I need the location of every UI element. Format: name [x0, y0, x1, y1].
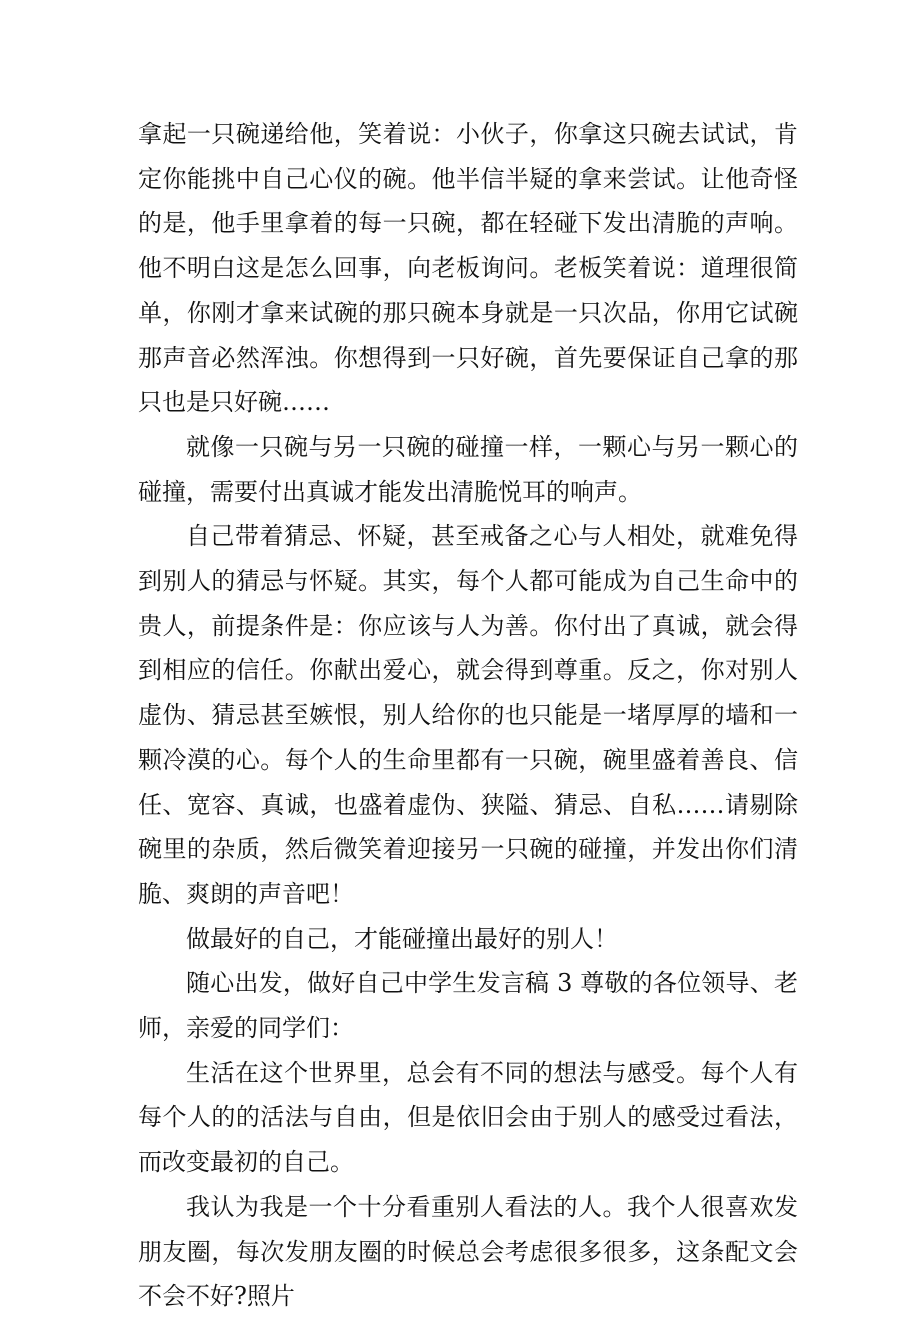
document-body	[138, 112, 798, 1319]
paragraph-7: 我认为我是一个十分看重别人看法的人。我个人很喜欢发朋友圈，每次发朋友圈的时候总会考虑很多很多，这条配文会不会不好?照片	[138, 1192, 798, 1311]
paragraph-1: 拿起一只碗递给他，笑着说：小伙子，你拿这只碗去试试，肯定你能挑中自己心仪的碗。他半信半疑的拿来尝试。让他奇怪的是，他手里拿着的每一只碗，都在轻碰下发出清脆的声响。他不明白这是怎么回事，向老板询问。老板笑着说：道理很简单，你刚才拿来试碗的那只碗本身就是一只次品，你用它试碗那声音必然浑浊。你想得到一只好碗，首先要保证自己拿的那只也是只好碗……	[138, 120, 798, 417]
paragraph-4: 做最好的自己，才能碰撞出最好的别人！	[186, 924, 618, 953]
paragraph-6: 生活在这个世界里，总会有不同的想法与感受。每个人有每个人的的活法与自由，但是依旧会由于别人的感受过看法，而改变最初的自己。	[138, 1058, 798, 1177]
paragraph-5: 随心出发，做好自己中学生发言稿 3 尊敬的各位领导、老师，亲爱的同学们：	[138, 969, 798, 1043]
paragraph-2: 就像一只碗与另一只碗的碰撞一样，一颗心与另一颗心的碰撞，需要付出真诚才能发出清脆悦耳的响声。	[138, 432, 798, 506]
paragraph-3: 自己带着猜忌、怀疑，甚至戒备之心与人相处，就难免得到别人的猜忌与怀疑。其实，每个人都可能成为自己生命中的贵人，前提条件是：你应该与人为善。你付出了真诚，就会得到相应的信任。你献出爱心，就会得到尊重。反之，你对别人虚伪、猜忌甚至嫉恨，别人给你的也只能是一堵厚厚的墙和一颗冷漠的心。每个人的生命里都有一只碗，碗里盛着善良、信任、宽容、真诚，也盛着虚伪、狭隘、猜忌、自私……请剔除碗里的杂质，然后微笑着迎接另一只碗的碰撞，并发出你们清脆、爽朗的声音吧！	[138, 522, 798, 908]
